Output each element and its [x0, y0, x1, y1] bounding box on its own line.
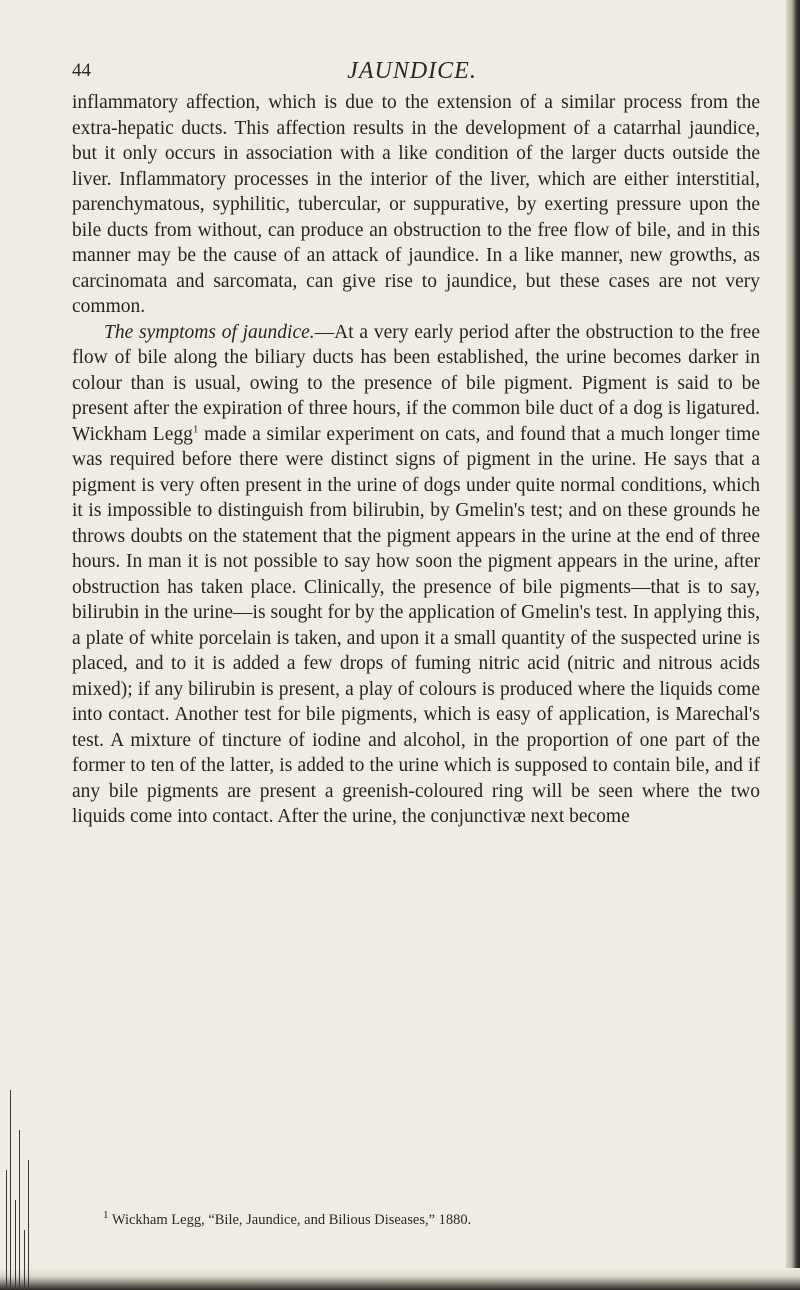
paragraph-2	[72, 320, 760, 830]
page-number: 44	[72, 60, 91, 81]
footnote-marker: 1	[103, 1209, 109, 1222]
paragraph-1: inflammatory affection, which is due to the extension of a similar process from the extra-hepatic ducts. This affection results in the development of a catarrhal jaundice, but it only occurs in association with a like condition of the larger ducts outside the liver. Inflammatory processes in the interior of the liver, which are either interstitial, parenchymatous, syphilitic, tubercular, or suppurative, by exerting pressure upon the bile ducts from without, can produce an obstruction to the free flow of bile, and in this manner may be the cause of an attack of jaundice. In a like manner, new growths, as carcinomata and sarcomata, can give rise to jaundice, but these cases are not very common.	[72, 92, 760, 317]
paragraph-2-text-b: made a similar experiment on cats, and found that a much longer time was required before there were distinct signs of pigment in the urine. He says that a pigment is very often present in the urine of dogs under quite normal conditions, which it is impossible to distinguish from bilirubin, by Gmelin's test; and on these grounds he throws doubts on the statement that the pigment appears in the urine at the end of three hours. In man it is not possible to say how soon the pigment appears in the urine, after obstruction has taken place. Clinically, the presence of bile pigments—that is to say, bilirubin in the urine—is sought for by the application of Gmelin's test. In applying this, a plate of white porcelain is taken, and upon it a small quantity of the suspected urine is placed, and to it is added a few drops of fuming nitric acid (nitric and nitrous acids mixed); if any bilirubin is present, a play of colours is produced where the liquids come into contact. Another test for bile pigments, which is easy of application, is Marechal's test. A mixture of tincture of iodine and alcohol, in the proportion of one part of the former to ten of the latter, is added to the urine which is supposed to contain bile, and if any bile pigments are present a greenish-coloured ring will be seen where the two liquids come into contact. After the urine, the conjunctivæ next become	[72, 423, 760, 827]
paragraph-2-text-a: —At a very early period after the obstruction to the free flow of bile along the biliary ducts has been established, the urine becomes darker in colour than is usual, owing to the presence of bile pigment. Pigment is said to be present after the expiration of three hours, if the common bile duct of a dog is ligatured. Wickham Legg	[72, 321, 760, 445]
footnote	[103, 1210, 763, 1230]
running-head	[72, 58, 752, 88]
page-bottom-shadow	[0, 1268, 800, 1290]
footnote-text: Wickham Legg, “Bile, Jaundice, and Bilious Diseases,” 1880.	[108, 1212, 472, 1228]
page-edge-shadow	[786, 0, 800, 1290]
symptoms-heading: The symptoms of jaundice.	[104, 321, 315, 343]
binding-threads	[0, 1010, 36, 1290]
footnote-reference: 1	[192, 423, 199, 435]
chapter-title: JAUNDICE.	[347, 58, 477, 84]
body-text	[72, 90, 760, 830]
